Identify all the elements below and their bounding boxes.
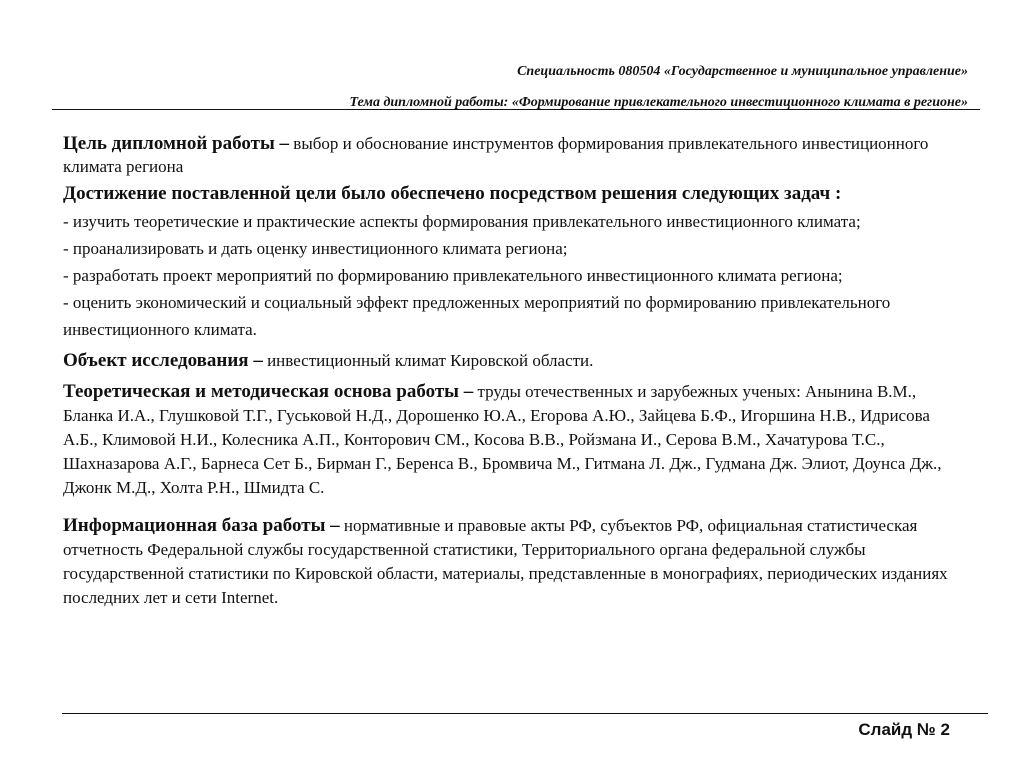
task-item: - оценить экономический и социальный эффект предложенных мероприятий по формированию привлекательного инвестиционного климата.	[63, 293, 891, 339]
theory-paragraph	[63, 380, 953, 500]
theory-text: труды отечественных и зарубежных ученых: Анынина В.М., Бланка И.А., Глушковой Т.Г., Гуськовой Н.Д., Дорошенко Ю.А., Егорова А.Ю., Зайцева Б.Ф., Игоршина Н.В., Идрисова А.Б., Климовой Н.И., Колесника А.П., Конторович СМ., Косова В.В., Ройзмана И., Серова В.М., Хачатурова Т.С., Шахназарова А.Г., Барнеса Сет Б., Бирман Г., Беренса В., Бромвича М., Гитмана Л. Дж., Гудмана Дж. Элиот, Доунса Дж., Джонк М.Д., Холта Р.Н., Шмидта С.	[63, 382, 942, 497]
task-item: - разработать проект мероприятий по формированию привлекательного инвестиционного климата региона;	[63, 266, 843, 285]
goal-label: Цель дипломной работы –	[63, 133, 290, 154]
info-base-text: нормативные и правовые акты РФ, субъектов РФ, официальная статистическая отчетность Федеральной службы государственной статистики, Территориального органа федеральной службы государственной статистики по Кировской области, материалы, представленные в монографиях, периодических изданиях последних лет и сети Internet.	[63, 516, 948, 607]
goal-text: выбор и обоснование инструментов формирования привлекательного инвестиционного климата региона	[63, 134, 929, 176]
specialty-header: Специальность 080504 «Государственное и муниципальное управление»	[517, 64, 968, 79]
achievement-label: Достижение поставленной цели было обеспечено посредством решения следующих задач :	[63, 183, 842, 204]
info-base-label: Информационная база работы –	[63, 515, 340, 536]
object-text: инвестиционный климат Кировской области.	[262, 351, 594, 370]
footer-divider	[62, 713, 988, 714]
slide-body	[63, 132, 953, 610]
goal-paragraph	[63, 132, 953, 178]
object-label: Объект исследования –	[63, 350, 263, 371]
info-base-paragraph	[63, 514, 953, 610]
object-paragraph	[63, 349, 953, 372]
thesis-topic-header: Тема дипломной работы: «Формирование привлекательного инвестиционного климата в регионе»	[349, 95, 968, 110]
theory-label: Теоретическая и методическая основа работы –	[63, 381, 474, 402]
slide-number: Слайд № 2	[858, 720, 950, 739]
header-divider	[52, 109, 980, 110]
achievement-paragraph	[63, 181, 953, 207]
task-list	[63, 208, 953, 343]
task-item: - проанализировать и дать оценку инвестиционного климата региона;	[63, 239, 568, 258]
task-item: - изучить теоретические и практические аспекты формирования привлекательного инвестиционного климата;	[63, 212, 861, 231]
